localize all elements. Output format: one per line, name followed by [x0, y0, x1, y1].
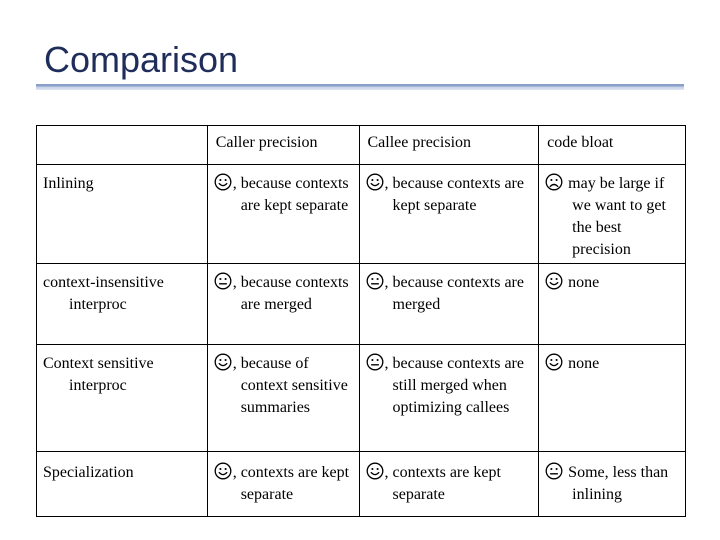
table-cell	[539, 165, 686, 264]
table-cell	[359, 264, 539, 345]
table-cell	[359, 345, 539, 452]
row-label-cell	[37, 452, 208, 517]
row-label: Context sensitive interproc	[43, 355, 154, 394]
cell-text: , contexts are kept separate	[384, 464, 501, 503]
table-cell	[207, 165, 359, 264]
neutral-face-icon	[545, 462, 563, 480]
neutral-face-icon	[366, 272, 384, 290]
happy-face-icon	[366, 462, 384, 480]
cell-text: , because contexts are merged	[232, 274, 349, 313]
cell-text: , because contexts are merged	[384, 274, 524, 313]
table-row-context-sensitive	[37, 345, 686, 452]
title-underline	[36, 84, 684, 90]
cell-text: , contexts are kept separate	[232, 464, 350, 503]
neutral-face-icon	[214, 272, 232, 290]
header-code-bloat: code bloat	[539, 126, 686, 165]
comparison-table	[36, 125, 686, 517]
happy-face-icon	[366, 173, 384, 191]
cell-text: , because contexts are still merged when optimizing callees	[384, 355, 524, 416]
table-cell	[359, 165, 539, 264]
neutral-face-icon	[366, 353, 384, 371]
table-cell	[207, 345, 359, 452]
cell-text: , because contexts are kept separate	[232, 175, 349, 214]
happy-face-icon	[214, 462, 232, 480]
row-label: Inlining	[43, 175, 94, 192]
table-cell	[359, 452, 539, 517]
header-cell-empty	[37, 126, 208, 165]
slide-title: Comparison	[44, 39, 239, 80]
header-caller-precision: Caller precision	[207, 126, 359, 165]
sad-face-icon	[545, 173, 563, 191]
row-label-cell	[37, 345, 208, 452]
table-row-context-insensitive	[37, 264, 686, 345]
row-label-cell	[37, 165, 208, 264]
happy-face-icon	[545, 353, 563, 371]
cell-text: none	[564, 355, 600, 372]
table-cell	[207, 452, 359, 517]
table-row-specialization	[37, 452, 686, 517]
row-label: context-insensitive interproc	[43, 274, 164, 313]
happy-face-icon	[214, 353, 232, 371]
table-cell	[539, 264, 686, 345]
row-label: Specialization	[43, 464, 134, 481]
table-cell	[539, 345, 686, 452]
cell-text: , because of context sensitive summaries	[232, 355, 348, 416]
table-row-inlining	[37, 165, 686, 264]
cell-text: , because contexts are kept separate	[384, 175, 524, 214]
happy-face-icon	[214, 173, 232, 191]
cell-text: may be large if we want to get the best precision	[564, 175, 666, 258]
cell-text: none	[564, 274, 600, 291]
cell-text: Some, less than inlining	[564, 464, 669, 503]
header-row	[37, 126, 686, 165]
row-label-cell	[37, 264, 208, 345]
happy-face-icon	[545, 272, 563, 290]
table-cell	[207, 264, 359, 345]
header-callee-precision: Callee precision	[359, 126, 539, 165]
table-cell	[539, 452, 686, 517]
